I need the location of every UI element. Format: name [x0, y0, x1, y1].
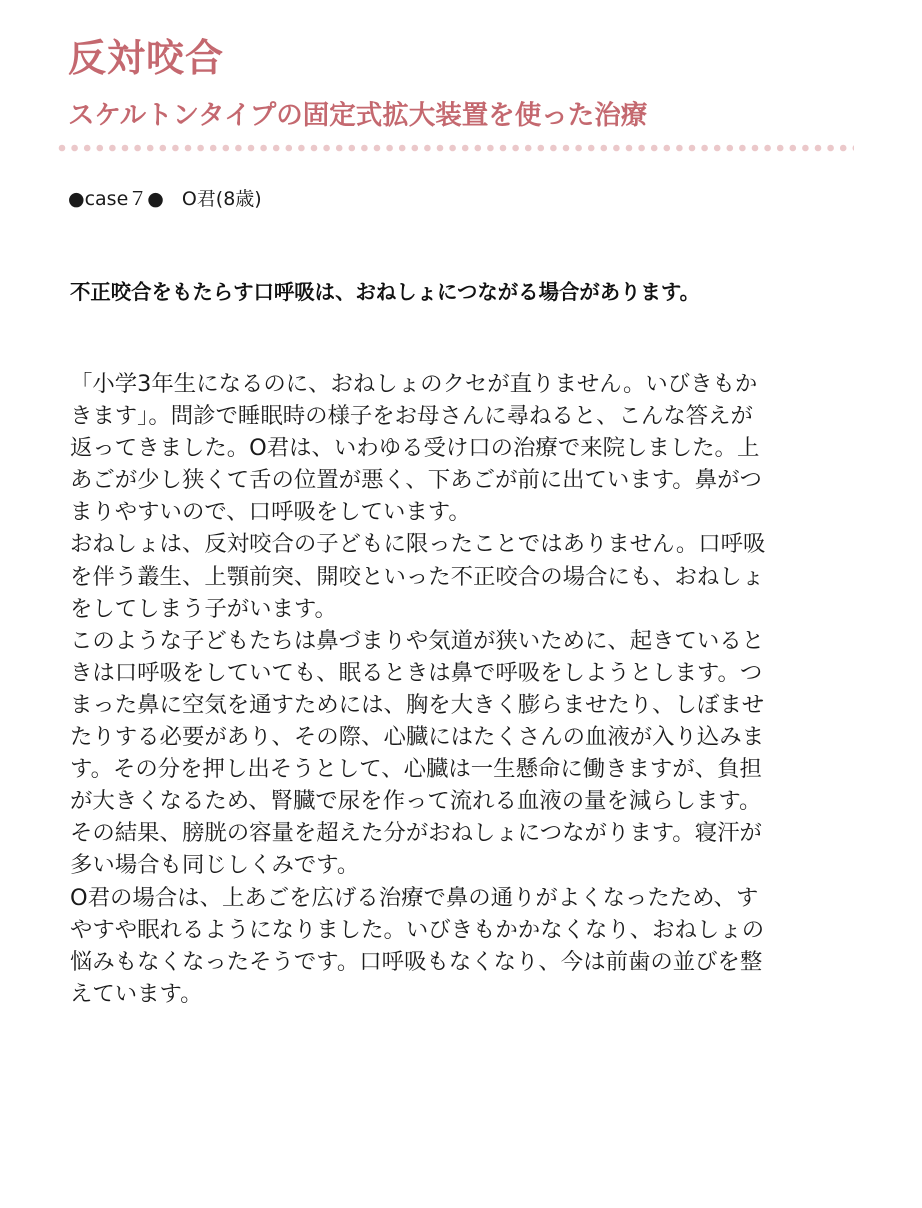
divider-dot — [122, 145, 129, 152]
divider-dot — [714, 145, 721, 152]
divider-dot — [59, 145, 66, 152]
divider-dot — [475, 145, 482, 152]
body-line: 多い場合も同じしくみです。 — [70, 852, 360, 879]
body-line: をしてしまう子がいます。 — [70, 595, 337, 622]
divider-dot — [790, 145, 797, 152]
body-line: を伴う叢生、上顎前突、開咬といった不正咬合の場合にも、おねしょ — [70, 563, 765, 590]
divider-dot — [777, 145, 784, 152]
divider-dot — [210, 145, 217, 152]
divider-dot — [512, 145, 519, 152]
divider-dot — [235, 145, 242, 152]
divider-dot — [399, 145, 406, 152]
divider-dot — [160, 145, 167, 152]
divider-dot — [815, 145, 822, 152]
divider-dot — [172, 145, 179, 152]
divider-dot — [538, 145, 545, 152]
lead-heading: 不正咬合をもたらす口呼吸は、おねしょにつながる場合があります。 — [70, 280, 701, 304]
divider-dot — [298, 145, 305, 152]
body-line: きます」。問診で睡眠時の様子をお母さんに尋ねると、こんな答えが — [70, 403, 753, 430]
divider-dot — [286, 145, 293, 152]
divider-dot — [689, 145, 696, 152]
divider-dot — [109, 145, 116, 152]
body-line: 返ってきました。O君は、いわゆる受け口の治療で来院しました。上 — [70, 435, 760, 462]
divider-dot — [676, 145, 683, 152]
divider-dot — [550, 145, 557, 152]
divider-dot — [575, 145, 582, 152]
divider-dot — [840, 145, 847, 152]
divider-dot — [613, 145, 620, 152]
divider-dot — [134, 145, 141, 152]
divider-dot — [260, 145, 267, 152]
divider-dot — [361, 145, 368, 152]
body-line: その結果、膀胱の容量を超えた分がおねしょにつながります。寝汗が — [70, 820, 762, 847]
divider-dot — [487, 145, 494, 152]
divider-dot — [638, 145, 645, 152]
body-line: まった鼻に空気を通すためには、胸を大きく膨らませたり、しぼませ — [70, 691, 765, 718]
divider-dot — [563, 145, 570, 152]
body-line: す。その分を押し出そうとして、心臓は一生懸命に働きますが、負担 — [70, 756, 762, 783]
divider-dot — [853, 145, 855, 152]
body-line: O君の場合は、上あごを広げる治療で鼻の通りがよくなったため、す — [70, 884, 759, 911]
page-subtitle: スケルトンタイプの固定式拡大装置を使った治療 — [68, 100, 648, 131]
divider-dot — [248, 145, 255, 152]
body-line: たりする必要があり、その際、心臓にはたくさんの血液が入り込みま — [70, 724, 765, 751]
body-line: えています。 — [70, 980, 203, 1007]
divider-dot — [273, 145, 280, 152]
divider-dot — [827, 145, 834, 152]
divider-dot — [311, 145, 318, 152]
divider-dot — [185, 145, 192, 152]
case-label: ●case７● — [68, 188, 164, 210]
divider-dot — [197, 145, 204, 152]
divider-dot — [727, 145, 734, 152]
body-line: きは口呼吸をしていても、眠るときは鼻で呼吸をしようとします。つ — [70, 659, 763, 686]
divider-dot — [386, 145, 393, 152]
divider-dot — [802, 145, 809, 152]
divider-dot — [626, 145, 633, 152]
divider-dot — [349, 145, 356, 152]
divider-dot — [424, 145, 431, 152]
body-line: が大きくなるため、腎臓で尿を作って流れる血液の量を減らします。 — [70, 788, 762, 815]
divider-dot — [71, 145, 78, 152]
body-line: おねしょは、反対咬合の子どもに限ったことではありません。口呼吸 — [70, 531, 766, 558]
body-text — [70, 368, 842, 1010]
divider-dot — [323, 145, 330, 152]
dotted-divider — [58, 142, 854, 154]
body-line: このような子どもたちは鼻づまりや気道が狭いために、起きていると — [70, 627, 765, 654]
divider-dot — [601, 145, 608, 152]
divider-dot — [374, 145, 381, 152]
patient-info: O君(8歳) — [181, 188, 262, 210]
case-info — [68, 184, 262, 214]
divider-dot — [449, 145, 456, 152]
divider-dot — [752, 145, 759, 152]
body-line: あごが少し狭くて舌の位置が悪く、下あごが前に出ています。鼻がつ — [70, 467, 762, 494]
divider-dot — [336, 145, 343, 152]
divider-dot — [223, 145, 230, 152]
body-line: 悩みもなくなったそうです。口呼吸もなくなり、今は前歯の並びを整 — [70, 948, 763, 975]
divider-dot — [412, 145, 419, 152]
body-line: 「小学3年生になるのに、おねしょのクセが直りません。いびきもか — [70, 371, 758, 397]
divider-dot — [764, 145, 771, 152]
divider-dot — [739, 145, 746, 152]
divider-dot — [651, 145, 658, 152]
body-line: やすや眠れるようになりました。いびきもかかなくなり、おねしょの — [70, 916, 765, 943]
body-line: まりやすいので、口呼吸をしています。 — [70, 499, 471, 526]
page-title: 反対咬合 — [68, 36, 225, 80]
divider-dot — [525, 145, 532, 152]
divider-dot — [500, 145, 507, 152]
divider-dot — [97, 145, 104, 152]
divider-dot — [147, 145, 154, 152]
divider-dot — [437, 145, 444, 152]
divider-dot — [588, 145, 595, 152]
divider-dot — [664, 145, 671, 152]
divider-dot — [701, 145, 708, 152]
divider-dot — [84, 145, 91, 152]
divider-dot — [462, 145, 469, 152]
